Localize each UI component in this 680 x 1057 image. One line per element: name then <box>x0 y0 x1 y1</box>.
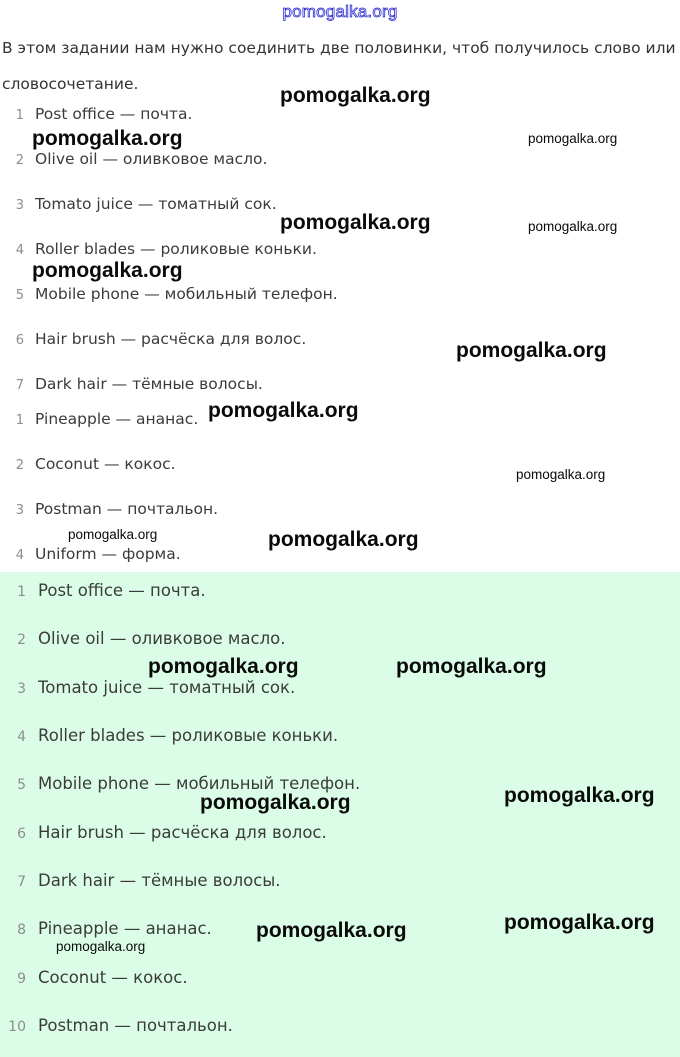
list-item <box>0 545 181 563</box>
list-item <box>0 105 192 123</box>
item-text: Postman — почтальон. <box>35 500 219 518</box>
list-item <box>0 500 218 518</box>
item-text: Olive oil — оливковое масло. <box>38 629 286 648</box>
list-item <box>0 410 198 428</box>
item-text: Post office — почта. <box>38 581 206 600</box>
watermark: pomogalka.org <box>200 791 351 814</box>
item-text: Pineapple — ананас. <box>35 410 199 428</box>
list-item <box>0 629 285 648</box>
list-item <box>0 195 277 213</box>
item-number: 4 <box>15 548 24 563</box>
item-number: 5 <box>15 288 24 303</box>
list-item <box>0 968 188 987</box>
list-item <box>0 455 176 473</box>
item-text: Coconut — кокос. <box>35 455 176 473</box>
item-number: 4 <box>17 729 26 745</box>
watermark: pomogalka.org <box>148 655 299 678</box>
watermark: pomogalka.org <box>280 211 431 234</box>
item-number: 5 <box>17 777 26 793</box>
watermark: pomogalka.org <box>528 219 618 234</box>
item-number: 7 <box>17 874 26 890</box>
item-text: Roller blades — роликовые коньки. <box>35 240 317 258</box>
item-number: 2 <box>15 458 24 473</box>
watermark: pomogalka.org <box>56 939 146 954</box>
watermark: pomogalka.org <box>32 259 183 282</box>
list-item <box>0 678 295 697</box>
item-text: Hair brush — расчёска для волос. <box>38 823 327 842</box>
list-item <box>0 240 317 258</box>
list-item <box>0 919 212 938</box>
item-number: 4 <box>15 243 24 258</box>
intro-text: В этом задании нам нужно соединить две половинки, чтоб получилось слово или словосочетание. <box>2 39 676 93</box>
list-item <box>0 823 327 842</box>
item-number: 2 <box>15 153 24 168</box>
item-number: 9 <box>17 971 26 987</box>
watermark: pomogalka.org <box>208 399 359 422</box>
item-number: 8 <box>17 922 26 938</box>
list-item <box>0 150 267 168</box>
item-text: Roller blades — роликовые коньки. <box>38 726 339 745</box>
item-text: Tomato juice — томатный сок. <box>38 678 296 697</box>
list-item <box>0 726 338 745</box>
watermark: pomogalka.org <box>456 339 607 362</box>
item-text: Dark hair — тёмные волосы. <box>38 871 281 890</box>
list-item <box>0 330 306 348</box>
item-number: 3 <box>17 681 26 697</box>
watermark: pomogalka.org <box>504 784 655 807</box>
list-item <box>0 581 206 600</box>
item-number: 6 <box>15 333 24 348</box>
watermark: pomogalka.org <box>268 528 419 551</box>
list-item <box>0 285 338 303</box>
item-text: Post office — почта. <box>35 105 193 123</box>
item-number: 1 <box>17 584 26 600</box>
watermark: pomogalka.org <box>68 527 158 542</box>
item-text: Hair brush — расчёска для волос. <box>35 330 307 348</box>
watermark: pomogalka.org <box>516 467 606 482</box>
watermark: pomogalka.org <box>504 911 655 934</box>
watermark: pomogalka.org <box>280 84 431 107</box>
watermark: pomogalka.org <box>32 127 183 150</box>
item-text: Pineapple — ананас. <box>38 919 212 938</box>
item-number: 6 <box>17 826 26 842</box>
item-number: 2 <box>17 632 26 648</box>
item-text: Mobile phone — мобильный телефон. <box>38 774 361 793</box>
item-number: 3 <box>15 503 24 518</box>
watermark: pomogalka.org <box>256 919 407 942</box>
watermark: pomogalka.org <box>528 131 618 146</box>
item-number: 1 <box>15 108 24 123</box>
item-text: Coconut — кокос. <box>38 968 188 987</box>
item-text: Olive oil — оливковое масло. <box>35 150 268 168</box>
list-item <box>0 871 281 890</box>
site-logo[interactable]: pomogalka.org <box>282 2 398 21</box>
item-text: Postman — почтальон. <box>38 1016 233 1035</box>
item-text: Tomato juice — томатный сок. <box>35 195 277 213</box>
list-item <box>0 375 263 393</box>
watermark: pomogalka.org <box>396 655 547 678</box>
item-number: 3 <box>15 198 24 213</box>
item-text: Dark hair — тёмные волосы. <box>35 375 263 393</box>
item-text: Mobile phone — мобильный телефон. <box>35 285 338 303</box>
item-number: 1 <box>15 413 24 428</box>
item-text: Uniform — форма. <box>35 545 181 563</box>
list-item <box>0 1016 233 1035</box>
item-number: 10 <box>8 1019 26 1035</box>
item-number: 7 <box>15 378 24 393</box>
